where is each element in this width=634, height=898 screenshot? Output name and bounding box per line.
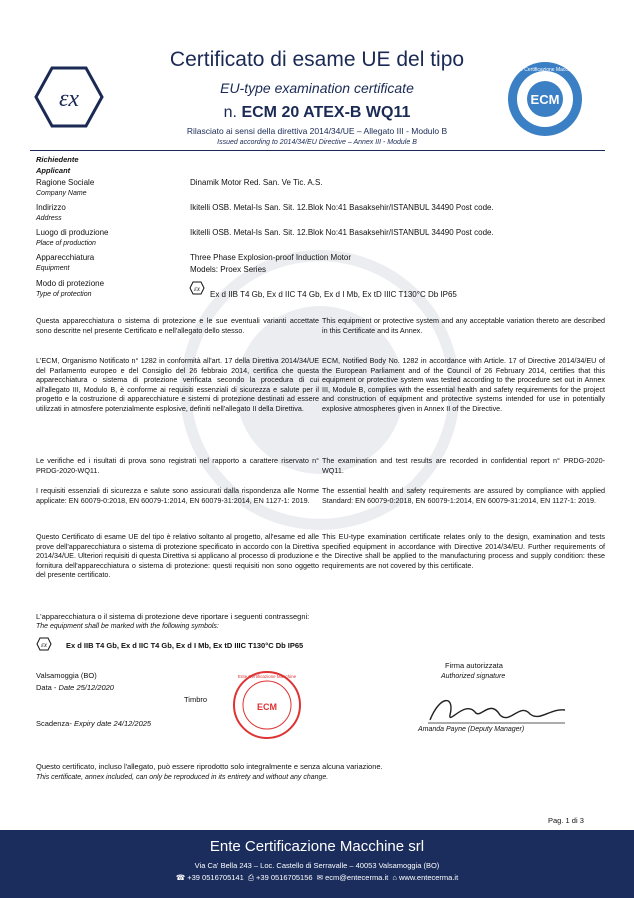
email-icon: ✉ xyxy=(316,873,324,882)
protection-label: Modo di protezione xyxy=(36,279,105,288)
email-link[interactable]: ecm@entecerma.it xyxy=(325,873,389,882)
web-link[interactable]: www.entecerma.it xyxy=(399,873,459,882)
signature-label-en: Authorized signature xyxy=(441,673,506,680)
svg-text:εx: εx xyxy=(41,641,47,649)
footer-contacts: ☎ +39 0516705141 ⎙ +39 0516705156 ✉ ecm@entecerma.it ⌂ www.entecerma.it xyxy=(175,873,459,882)
fax-icon: ⎙ xyxy=(247,873,254,882)
place-label: Luogo di produzione xyxy=(36,228,109,237)
equipment-value: Three Phase Explosion-proof Induction Motor xyxy=(190,253,351,262)
expiry: Scadenza- Expiry date 24/12/2025 xyxy=(36,719,152,728)
footer-company: Ente Certificazione Macchine srl xyxy=(209,838,425,855)
para2-en: ECM, Notified Body No. 1282 in accordance with Article. 17 of Directive 2014/34/EU of the European Parliament and of the Council of 26 February 2014, certifies that this equipment or protective system was tested according to the procedure set out in Annex III, Module B, complies with the essential health and safety requirements for the project and construction of equipment and protective systems intended for use in potentially explosive atmospheres given in Annex II of the Directive. xyxy=(322,356,605,413)
footer xyxy=(0,830,634,898)
handwritten-signature xyxy=(420,690,570,730)
address-label: Indirizzo xyxy=(36,203,66,212)
signature-label: Firma autorizzata xyxy=(445,661,503,670)
place-value: Ikitelli OSB. Metal-Is San. Sit. 12.Blok No:41 Basaksehir/ISTANBUL 34490 Post code. xyxy=(190,228,494,237)
address-value: Ikitelli OSB. Metal-Is San. Sit. 12.Blok No:41 Basaksehir/ISTANBUL 34490 Post code. xyxy=(190,203,494,212)
para4-en: The essential health and safety requirements are assured by compliance with applied Standard: EN 60079-0:2018, EN 60079-1:2014, EN 60079-31:2014, EN 1127-1: 2019. xyxy=(322,486,605,505)
equipment-label-en: Equipment xyxy=(36,265,70,272)
marking-label-en: The equipment shall be marked with the following symbols: xyxy=(36,623,219,630)
svg-text:Ente Certificazione Macchine: Ente Certificazione Macchine xyxy=(237,674,297,679)
header-rule xyxy=(30,150,605,151)
page-number: Pag. 1 di 3 xyxy=(548,816,584,825)
protection-label-en: Type of protection xyxy=(36,291,92,298)
phone-icon: ☎ xyxy=(175,873,186,882)
marking-label: L'apparecchiatura o il sistema di protezione deve riportare i seguenti contrassegni: xyxy=(36,612,310,621)
footer-address: Via Ca' Bella 243 – Loc. Castello di Serravalle – 40053 Valsamoggia (BO) xyxy=(194,861,440,870)
svg-text:εx: εx xyxy=(194,285,200,293)
ex-small-icon xyxy=(189,281,205,295)
para1-en: This equipment or protective system and any acceptable variation thereto are described in this Certificate and its Annex. xyxy=(322,316,605,335)
equipment-models: Models: Proex Series xyxy=(190,265,267,274)
company-value: Dinamik Motor Red. San. Ve Tic. A.S. xyxy=(190,178,323,187)
address-label-en: Address xyxy=(36,215,62,222)
svg-text:ECM: ECM xyxy=(530,92,560,107)
svg-text:ECM: ECM xyxy=(257,702,277,712)
certificate-number: n. ECM 20 ATEX-B WQ11 xyxy=(223,104,411,121)
applicant-label-en: Applicant xyxy=(36,166,71,175)
signer-name: Amanda Payne (Deputy Manager) xyxy=(418,726,525,733)
protection-value: Ex d IIB T4 Gb, Ex d IIC T4 Gb, Ex d I Mb, Ex tD IIIC T130°C Db IP65 xyxy=(210,290,457,299)
company-label: Ragione Sociale xyxy=(36,178,95,187)
para3-en: The examination and test results are recorded in confidential report n° PRDG-2020-WQ11. xyxy=(322,456,605,475)
para3-it: Le verifiche ed i risultati di prova sono registrati nel rapporto a carattere riservato n° PRDG-2020-WQ11. xyxy=(36,456,319,475)
company-label-en: Company Name xyxy=(36,190,87,197)
page-title: Certificato di esame UE del tipo xyxy=(169,48,465,71)
equipment-label: Apparecchiatura xyxy=(36,253,95,262)
place-label-en: Place of production xyxy=(36,240,96,247)
web-icon: ⌂ xyxy=(392,873,397,882)
para2-it: L'ECM, Organismo Notificato n° 1282 in conformità all'art. 17 della Direttiva 2014/34/UE del Parlamento europeo e del Consiglio del 26 febbraio 2014, certifica che questa apparecchiatura o sistema di protezione verificata secondo la procedura di cui all'allegato III, Modulo B, è conforme ai requisiti essenziali di sicurezza e salute per il progetto e la costruzione di apparecchiature e sistemi di protezione destinati ad essere utilizzati in atmosfere potenzialmente esplosive, definiti nell'allegato II della Direttiva. xyxy=(36,356,319,413)
place: Valsamoggia (BO) xyxy=(36,671,97,680)
issued-it: Rilasciato ai sensi della direttiva 2014/34/UE – Allegato III - Modulo B xyxy=(186,126,448,136)
date: Data - Date 25/12/2020 xyxy=(36,683,114,692)
ex-marking-icon xyxy=(36,637,52,651)
copy-note-en: This certificate, annex included, can only be reproduced in its entirety and without any change. xyxy=(36,774,329,781)
copy-note-it: Questo certificato, incluso l'allegato, può essere riprodotto solo integralmente e senza alcuna variazione. xyxy=(36,762,383,771)
page-subtitle: EU-type examination certificate xyxy=(220,80,414,96)
svg-text:εx: εx xyxy=(58,86,80,112)
para4-it: I requisiti essenziali di sicurezza e salute sono assicurati dalla rispondenza alle Norme applicate: EN 60079-0:2018, EN 60079-1:2014, EN 60079-31:2014, EN 1127-1: 2019. xyxy=(36,486,319,505)
stamp-label: Timbro xyxy=(184,695,208,704)
para1-it: Questa apparecchiatura o sistema di protezione e le sue eventuali varianti accettate sono descritte nel presente Certificato e nell'allegato dello stesso. xyxy=(36,316,319,335)
marking-value: Ex d IIB T4 Gb, Ex d IIC T4 Gb, Ex d I Mb, Ex tD IIIC T130°C Db IP65 xyxy=(66,641,304,650)
para5-it: Questo Certificato di esame UE del tipo è relativo soltanto al progetto, all'esame ed alle prove dell'apparecchiatura o sistema di protezione specificato in accordo con la Direttiva 2014/34/UE. Ulteriori requisiti di questa Direttiva si applicano al processo di produzione e fornitura dell'apparecchiatura o sistema di protezione: questi requisiti non sono oggetto del presente certificato. xyxy=(36,532,319,580)
svg-text:Ente Certificazione Macchine: Ente Certificazione Macchine xyxy=(512,67,578,73)
applicant-label: Richiedente xyxy=(36,155,79,164)
para5-en: This EU-type examination certificate relates only to the design, examination and tests specified equipment in accordance with Directive 2014/34/EU. Further requirements of the Directive shall be applied to the manufacturing process and supply condition: these requirements are not covered by this certificate. xyxy=(322,532,605,570)
ecm-stamp-seal xyxy=(232,670,302,740)
issued-en: Issued according to 2014/34/EU Directive – Annex III - Module B xyxy=(217,139,417,146)
